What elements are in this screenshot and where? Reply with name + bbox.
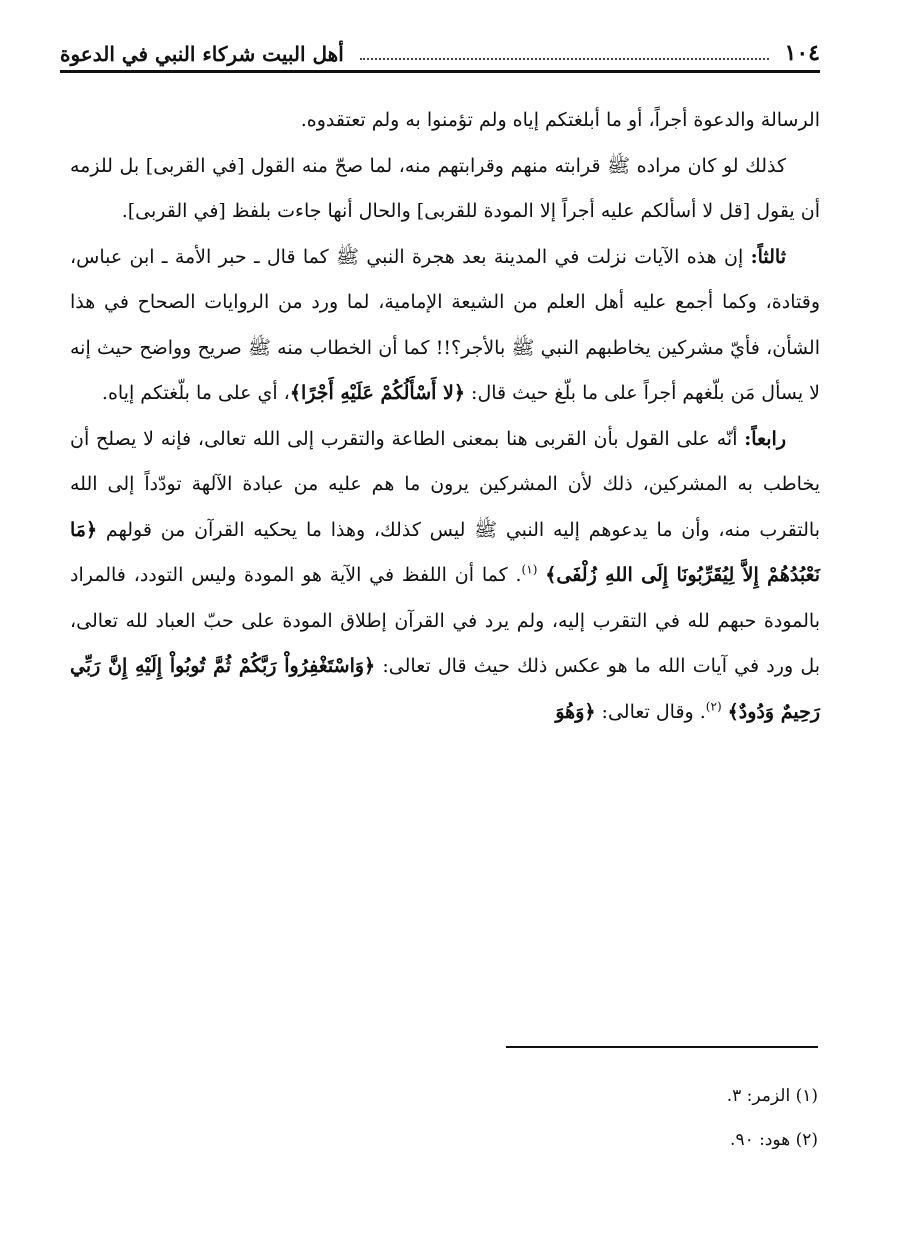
footnote-2: (٢) هود: ٩٠. bbox=[730, 1130, 818, 1150]
quran-verse-3: ﴿وَاسْتَغْفِرُواْ رَبَّكُمْ ثُمَّ تُوبُواْ إِلَيْهِ إِنَّ رَبِّي رَحِيمٌ وَدُودٌ﴾ bbox=[70, 655, 820, 723]
paragraph-3-text-end: ، أي على ما بلّغتكم إياه. bbox=[101, 382, 290, 404]
quran-verse-4: ﴿وَهُوَ bbox=[555, 700, 596, 723]
footnote-1: (١) الزمر: ٣. bbox=[726, 1086, 818, 1106]
paragraph-4-text-middle: . كما أن اللفظ في الآية هو المودة وليس التودد، فالمراد بالمودة حبهم لله في التقرب إليه، ولم يرد في القرآن إطلاق المودة على حبّ العباد لله تعالى، بل ورد في آيات الله ما هو عكس ذلك حيث قال تعالى: bbox=[70, 564, 820, 677]
page-number: ١٠٤ bbox=[784, 40, 820, 66]
footnote-separator bbox=[506, 1046, 818, 1048]
footnote-ref-1[interactable]: (١) bbox=[521, 562, 538, 577]
running-title: أهل البيت شركاء النبي في الدعوة bbox=[60, 42, 344, 66]
header-dot-leader bbox=[360, 57, 769, 60]
body-text bbox=[70, 98, 820, 735]
paragraph-1-text: الرسالة والدعوة أجراً، أو ما أبلغتكم إياه ولم تؤمنوا به ولم تعتقدوه. bbox=[300, 109, 820, 131]
paragraph-3-text: إن هذه الآيات نزلت في المدينة بعد هجرة النبي ﷺ كما قال ـ حبر الأمة ـ ابن عباس، وقتادة، وكما أجمع عليه أهل العلم من الشيعة الإمامية، لما ورد من الروايات الصحاح في هذا الشأن، فأيّ مشركين يخاطبهم النبي ﷺ بالأجر؟!! كما أن الخطاب منه ﷺ صريح وواضح حيث إنه لا يسأل مَن بلّغهم أجراً على ما بلّغ حيث قال: bbox=[70, 245, 820, 404]
paragraph-3 bbox=[70, 235, 820, 417]
paragraph-4-text: أنّه على القول بأن القربى هنا بمعنى الطاعة والتقرب إلى الله تعالى، فإنه لا يصلح أن يخاطب به المشركين، ذلك لأن المشركين يرون ما هم عليه من عبادة الآلهة تودّداً إلى الله بالتقرب منه، وأن ما يدعوهم إليه النبي ﷺ ليس كذلك، وهذا ما يحكيه القرآن من قولهم bbox=[70, 427, 821, 541]
footnote-ref-2[interactable]: (٢) bbox=[705, 699, 722, 714]
quran-verse-1: ﴿لا أَسْأَلُكُمْ عَلَيْهِ أَجْرًا﴾ bbox=[289, 382, 466, 404]
paragraph-1 bbox=[70, 98, 820, 144]
paragraph-4-lead: رابعاً: bbox=[744, 427, 786, 450]
paragraph-2-text: كذلك لو كان مراده ﷺ قرابته منهم وقرابتهم منه، لما صحّ منه القول [في القربى] بل للزمه أن يقول [قل لا أسألكم عليه أجراً إلا المودة للقربى] والحال أنها جاءت بلفظ [في القربى]. bbox=[70, 154, 820, 222]
paragraph-4-text-end: . وقال تعالى: bbox=[595, 700, 706, 723]
page-header bbox=[60, 30, 820, 73]
paragraph-4 bbox=[70, 417, 820, 736]
quran-verse-2: ﴿مَا نَعْبُدُهُمْ إِلاَّ لِيُقَرِّبُونَا إِلَى اللهِ زُلْفَى﴾ bbox=[70, 518, 821, 586]
paragraph-3-lead: ثالثاً: bbox=[750, 245, 786, 268]
footnotes bbox=[418, 1074, 818, 1162]
paragraph-2 bbox=[70, 144, 820, 235]
